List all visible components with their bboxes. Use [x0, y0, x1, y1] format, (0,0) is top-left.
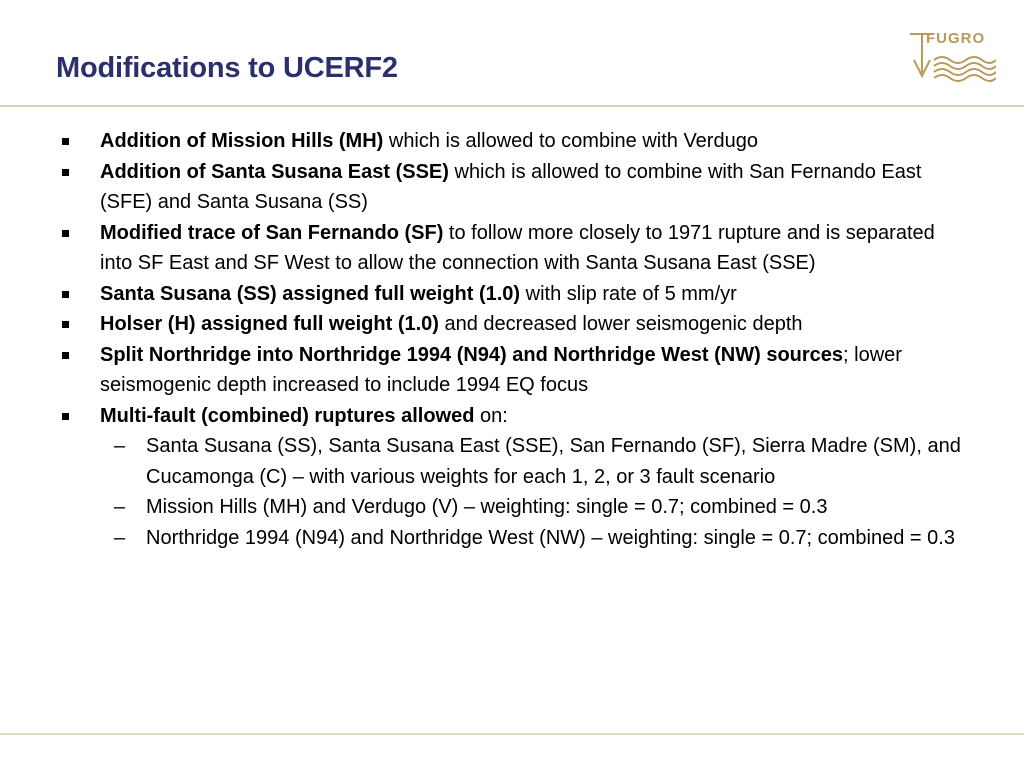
item-text: and decreased lower seismogenic depth — [438, 313, 803, 335]
item-text: to follow more closely to 1971 rupture and is separated into SF East and SF West to allow the connection with Santa Susana East (SSE) — [100, 221, 935, 274]
sub-list-item — [62, 492, 962, 523]
dash-marker: – — [114, 435, 126, 457]
bullet-square-icon — [62, 169, 69, 176]
dash-marker: – — [114, 526, 126, 549]
sub-list-item — [62, 523, 962, 554]
bullet-list — [62, 126, 962, 553]
header-divider — [0, 105, 1024, 107]
item-bold-text: Holser (H) assigned full weight (1.0) — [100, 313, 439, 335]
sub-item-text: Mission Hills (MH) and Verdugo (V) – weighting: single = 0.7; combined = 0.3 — [146, 496, 828, 518]
bullet-square-icon — [62, 291, 69, 298]
item-bold-text: Addition of Mission Hills (MH) — [100, 130, 384, 152]
slide-title: Modifications to UCERF2 — [56, 52, 398, 84]
list-item — [62, 218, 962, 279]
bullet-square-icon — [62, 413, 69, 420]
item-text: which is allowed to combine with San Fernando East (SFE) and Santa Susana (SS) — [100, 160, 922, 213]
list-item — [62, 279, 962, 310]
list-item — [62, 309, 962, 340]
item-bold-text: Santa Susana (SS) assigned full weight (1.0) — [100, 282, 521, 305]
sub-item-text: Santa Susana (SS), Santa Susana East (SSE), San Fernando (SF), Sierra Madre (SM), and Cucamonga (C) – with various weights for each 1, 2, or 3 fault scenario — [146, 435, 961, 488]
sub-list-item — [62, 431, 962, 492]
footer-divider — [0, 733, 1024, 735]
sub-item-text: Northridge 1994 (N94) and Northridge West (NW) – weighting: single = 0.7; combined = 0.3 — [146, 526, 955, 549]
item-bold-text: Modified trace of San Fernando (SF) — [100, 221, 444, 244]
list-item — [62, 126, 962, 157]
item-text: with slip rate of 5 mm/yr — [520, 282, 737, 305]
item-text: on: — [474, 404, 508, 427]
item-text: which is allowed to combine with Verdugo — [383, 130, 758, 152]
item-bold-text: Multi-fault (combined) ruptures allowed — [100, 404, 475, 427]
item-text: ; lower seismogenic depth increased to include 1994 EQ focus — [100, 343, 902, 396]
item-bold-text: Split Northridge into Northridge 1994 (N94) and Northridge West (NW) sources — [100, 343, 844, 366]
bullet-square-icon — [62, 352, 69, 359]
bullet-square-icon — [62, 230, 69, 237]
fugro-logo — [904, 20, 996, 88]
bullet-square-icon — [62, 321, 69, 328]
list-item — [62, 340, 962, 401]
item-bold-text: Addition of Santa Susana East (SSE) — [100, 160, 449, 183]
dash-marker: – — [114, 496, 126, 518]
logo-wordmark: FUGRO — [926, 30, 986, 47]
list-item — [62, 401, 962, 432]
list-item — [62, 157, 962, 218]
bullet-square-icon — [62, 138, 69, 145]
